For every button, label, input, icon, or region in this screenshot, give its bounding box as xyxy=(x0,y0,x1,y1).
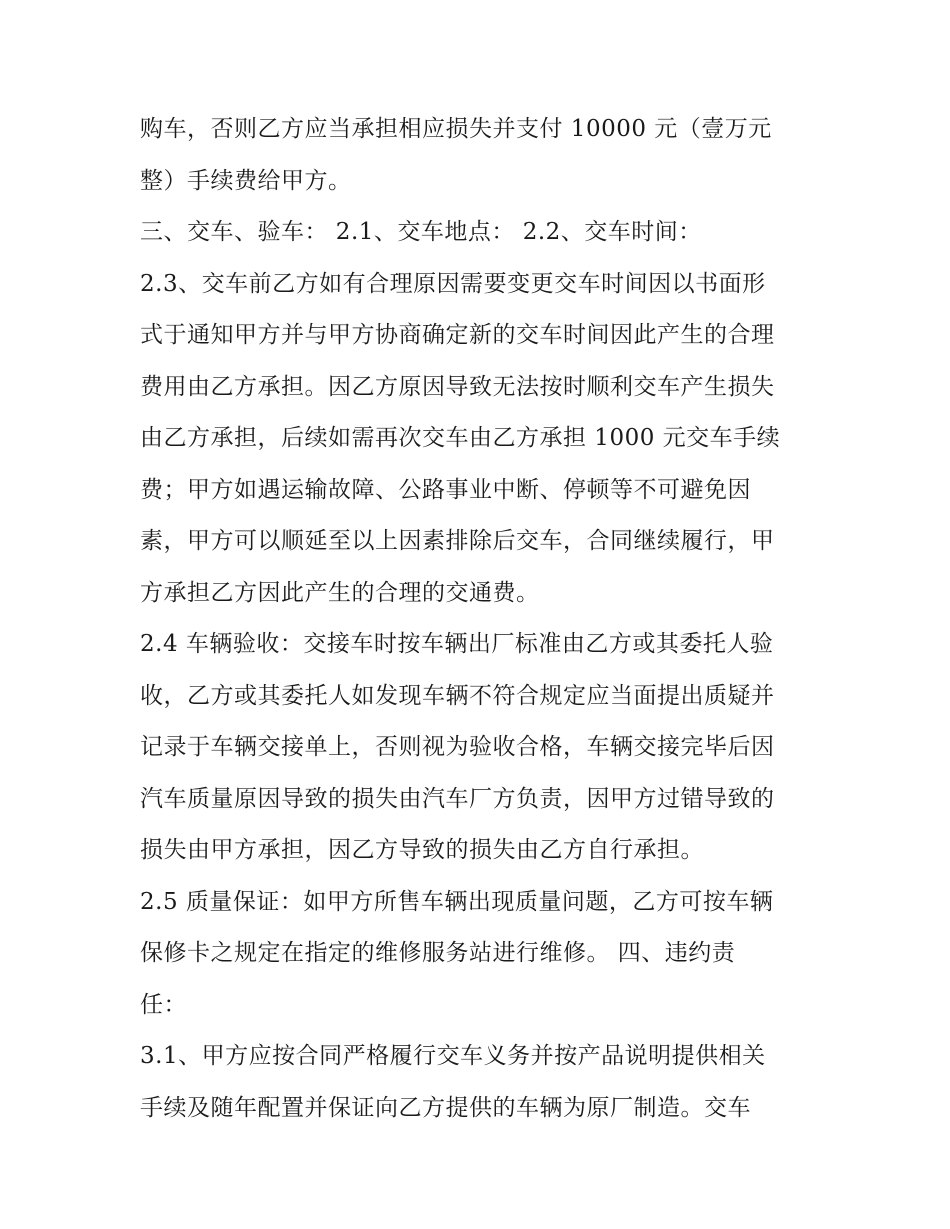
text-line: 汽车质量原因导致的损失由汽车厂方负责，因甲方过错导致的 xyxy=(140,785,775,812)
text-line: 方承担乙方因此产生的合理的交通费。 xyxy=(140,579,540,606)
text-line: 记录于车辆交接单上，否则视为验收合格，车辆交接完毕后因 xyxy=(140,734,775,760)
text-line: 2.3、交车前乙方如有合理原因需要变更交车时间因以书面形 xyxy=(140,270,766,297)
document-body xyxy=(140,104,830,1134)
text-line: 2.4 车辆验收：交接车时按车辆出厂标准由乙方或其委托人验 xyxy=(140,631,774,657)
text-line: 三、交车、验车： 2.1、交车地点： 2.2、交车时间： xyxy=(140,219,702,245)
text-line: 损失由甲方承担，因乙方导致的损失由乙方自行承担。 xyxy=(140,837,704,863)
text-line: 由乙方承担，后续如需再次交车由乙方承担 1000 元交车手续 xyxy=(140,425,781,451)
text-line: 任： xyxy=(140,991,187,1018)
text-line: 素，甲方可以顺延至以上因素排除后交车，合同继续履行，甲 xyxy=(140,528,775,554)
text-line: 手续及随年配置并保证向乙方提供的车辆为原厂制造。交车 xyxy=(140,1094,751,1121)
text-line: 2.5 质量保证：如甲方所售车辆出现质量问题，乙方可按车辆 xyxy=(140,888,774,915)
text-line: 3.1、甲方应按合同严格履行交车义务并按产品说明提供相关 xyxy=(140,1043,766,1069)
text-line: 费用由乙方承担。因乙方原因导致无法按时顺利交车产生损失 xyxy=(140,373,775,400)
text-line: 式于通知甲方并与甲方协商确定新的交车时间因此产生的合理 xyxy=(140,322,775,348)
text-line: 保修卡之规定在指定的维修服务站进行维修。 四、违约责 xyxy=(140,940,736,966)
text-line: 购车，否则乙方应当承担相应损失并支付 10000 元（壹万元 xyxy=(140,116,772,142)
text-line: 费；甲方如遇运输故障、公路事业中断、停顿等不可避免因 xyxy=(140,476,751,503)
text-line: 整）手续费给甲方。 xyxy=(140,167,352,194)
text-line: 收，乙方或其委托人如发现车辆不符合规定应当面提出质疑并 xyxy=(140,682,775,709)
